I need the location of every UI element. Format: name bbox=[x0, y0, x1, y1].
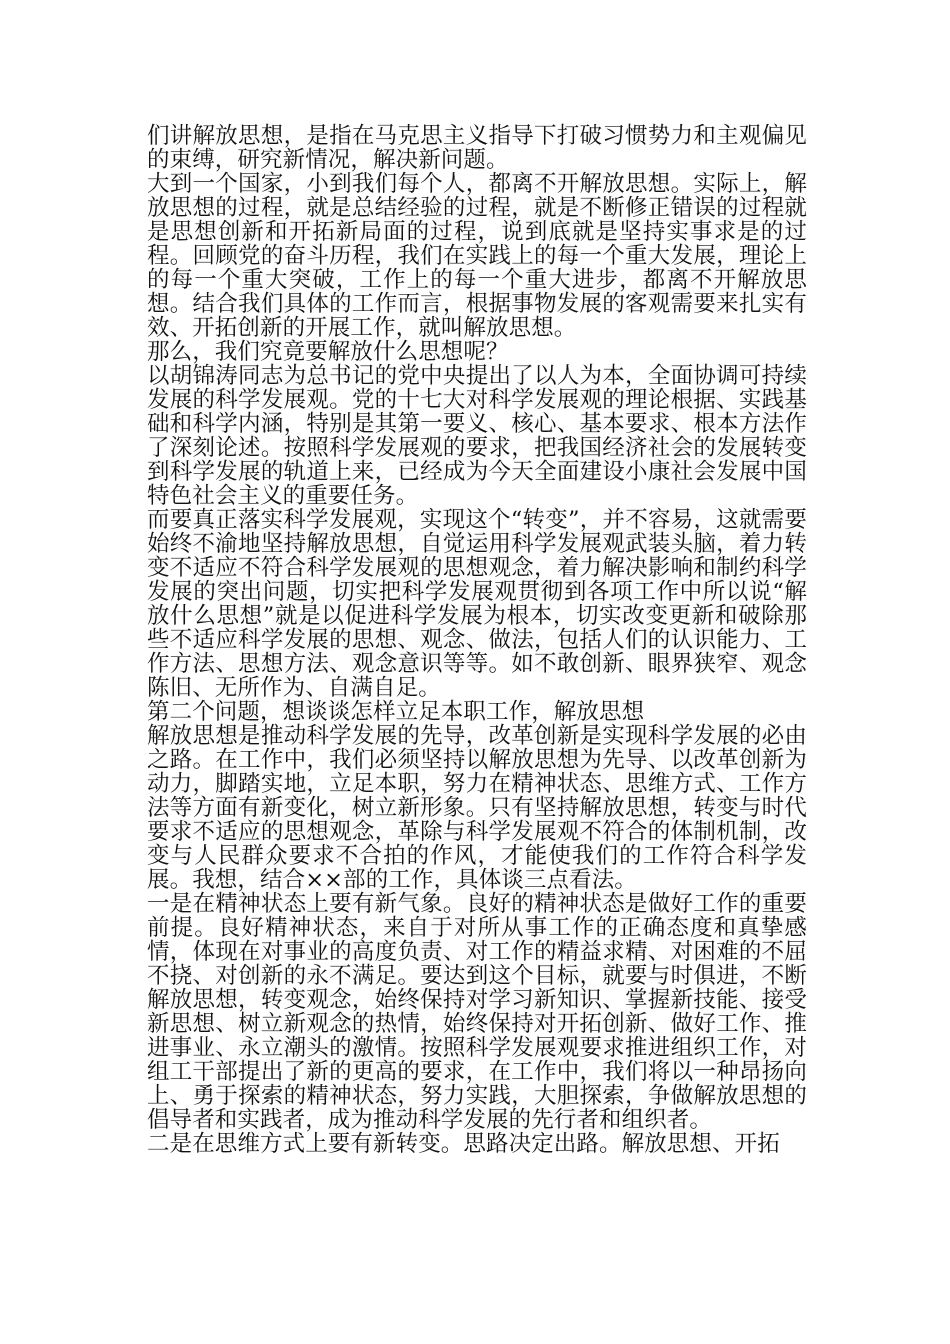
paragraph-7: 一是在精神状态上要有新气象。良好的精神状态是做好工作的重要前提。良好精神状态，来自于对所从事工作的正确态度和真挚感情，体现在对事业的高度负责、对工作的精益求精、对困难的不屈不挠、对创新的永不满足。要达到这个目标，就要与时俱进，不断解放思想，转变观念，始终保持对学习新知识、掌握新技能、接受新思想、树立新观念的热情，始终保持对开拓创新、做好工作、推进事业、永立潮头的激情。按照科学发展观要求推进组织工作，对组工干部提出了新的更高的要求，在工作中，我们将以一种昂扬向上、勇于探索的精神状态，努力实践，大胆探索，争做解放思想的倡导者和实践者，成为推动科学发展的先行者和组织者。 bbox=[147, 891, 807, 1133]
paragraph-3: 那么，我们究竟要解放什么思想呢？ bbox=[147, 339, 509, 365]
paragraph-4: 以胡锦涛同志为总书记的党中央提出了以人为本，全面协调可持续发展的科学发展观。党的十七大对科学发展观的理论根据、实践基础和科学内涵，特别是其第一要义、核心、基本要求、根本方法作了深刻论述。按照科学发展观的要求，把我国经济社会的发展转变到科学发展的轨道上来，已经成为今天全面建设小康社会发展中国特色社会主义的重要任务。 bbox=[147, 363, 807, 509]
document-body bbox=[147, 124, 807, 1156]
paragraph-1: 们讲解放思想，是指在马克思主义指导下打破习惯势力和主观偏见的束缚，研究新情况，解决新问题。 bbox=[147, 123, 807, 173]
paragraph-5: 而要真正落实科学发展观，实现这个“转变”，并不容易，这就需要始终不渝地坚持解放思想，自觉运用科学发展观武装头脑，着力转变不适应不符合科学发展观的思想观念，着力解决影响和制约科学发展的突出问题，切实把科学发展观贯彻到各项工作中所以说“解放什么思想”就是以促进科学发展为根本，切实改变更新和破除那些不适应科学发展的思想、观念、做法，包括人们的认识能力、工作方法、思想方法、观念意识等等。如不敢创新、眼界狭窄、观念陈旧、无所作为、自满自足。 bbox=[147, 507, 807, 701]
paragraph-8: 二是在思维方式上要有新转变。思路决定出路。解放思想、开拓 bbox=[147, 1131, 780, 1157]
paragraph-6: 解放思想是推动科学发展的先导，改革创新是实现科学发展的必由之路。在工作中，我们必须坚持以解放思想为先导、以改革创新为动力，脚踏实地，立足本职，努力在精神状态、思维方式、工作方法等方面有新变化，树立新形象。只有坚持解放思想，转变与时代要求不适应的思想观念，革除与科学发展观不符合的体制机制，改变与人民群众要求不合拍的作风，才能使我们的工作符合科学发展。我想，结合××部的工作，具体谈三点看法。 bbox=[147, 723, 807, 893]
section-heading: 第二个问题，想谈谈怎样立足本职工作，解放思想 bbox=[147, 699, 645, 725]
paragraph-2: 大到一个国家，小到我们每个人，都离不开解放思想。实际上，解放思想的过程，就是总结经验的过程，就是不断修正错误的过程就是思想创新和开拓新局面的过程，说到底就是坚持实事求是的过程。回顾党的奋斗历程，我们在实践上的每一个重大发展，理论上的每一个重大突破，工作上的每一个重大进步，都离不开解放思想。结合我们具体的工作而言，根据事物发展的客观需要来扎实有效、开拓创新的开展工作，就叫解放思想。 bbox=[147, 171, 807, 341]
